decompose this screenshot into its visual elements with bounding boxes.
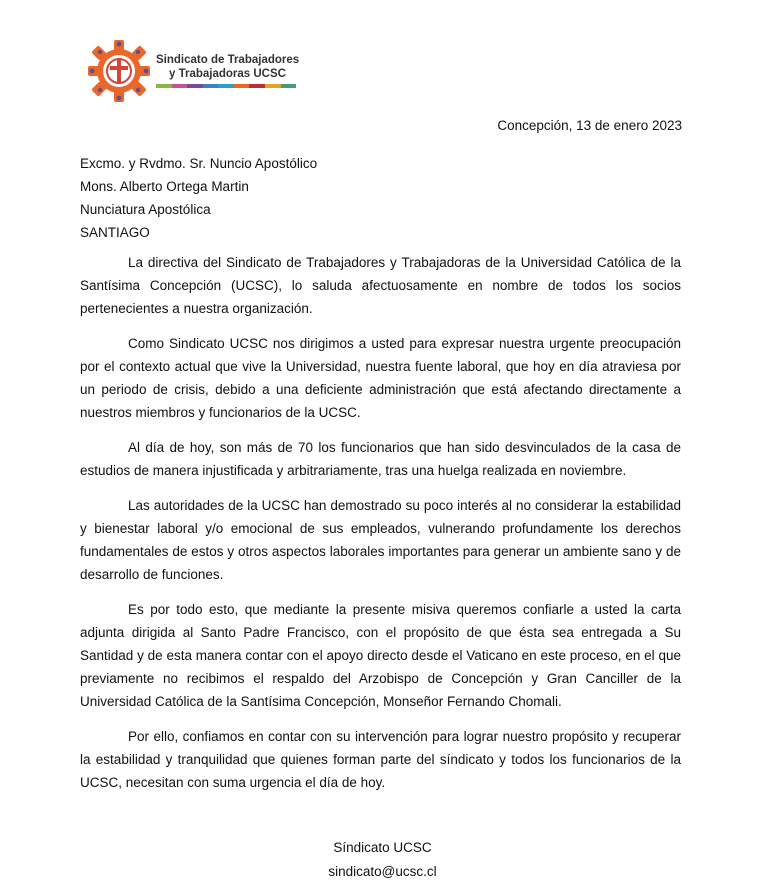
recipient-title: Excmo. y Rvdmo. Sr. Nuncio Apostólico — [80, 156, 318, 171]
signature-name: Síndicato UCSC — [333, 840, 432, 855]
signature-block — [0, 836, 765, 884]
letter-date: Concepción, 13 de enero 2023 — [497, 118, 682, 133]
union-cross-gear-logo-icon — [86, 38, 152, 104]
body-paragraph: Como Sindicato UCSC nos dirigimos a usted para expresar nuestra urgente preocupación por el contexto actual que vive la Universidad, nuestra fuente laboral, que hoy en día atraviesa por un periodo de crisis, debido a una deficiente administración que está afectando directamente a nuestros miembros y funcionarios de la UCSC. — [80, 336, 681, 420]
color-stripe-segment — [172, 84, 188, 88]
body-paragraph: Las autoridades de la UCSC han demostrado su poco interés al no considerar la estabilidad y bienestar laboral y/o emocional de sus empleados, vulnerando profundamente los derechos fundamentales de estos y otros aspectos laborales importantes para generar un ambiente sano y de desarrollo de funciones. — [80, 498, 681, 582]
color-stripe-segment — [249, 84, 265, 88]
recipient-name: Mons. Alberto Ortega Martin — [80, 179, 249, 194]
body-paragraph: La directiva del Sindicato de Trabajadores y Trabajadoras de la Universidad Católica de la Santísima Concepción (UCSC), lo saluda afectuosamente en nombre de todos los socios pertenecientes a nuestra organización. — [80, 255, 681, 316]
body-paragraph: Por ello, confiamos en contar con su intervención para lograr nuestro propósito y recuperar la estabilidad y tranquilidad que quienes forman parte del síndicato y todos los funcionarios de la UCSC, necesitan con suma urgencia el día de hoy. — [80, 729, 681, 790]
color-stripe-segment — [156, 84, 172, 88]
recipient-city: SANTIAGO — [80, 225, 150, 240]
org-name-line2: y Trabajadoras UCSC — [169, 68, 286, 80]
color-stripe-segment — [187, 84, 203, 88]
letter-body — [80, 251, 681, 806]
color-stripe-segment — [234, 84, 250, 88]
body-paragraph: Al día de hoy, son más de 70 los funcionarios que han sido desvinculados de la casa de estudios de manera injustificada y arbitrariamente, tras una huelga realizada en noviembre. — [80, 440, 681, 478]
color-stripe — [156, 84, 296, 88]
color-stripe-segment — [203, 84, 219, 88]
organization-name — [156, 53, 299, 81]
letterhead — [86, 38, 301, 102]
org-name-line1: Sindicato de Trabajadores — [156, 54, 300, 66]
recipient-block — [80, 152, 317, 244]
color-stripe-segment — [281, 84, 297, 88]
recipient-institution: Nunciatura Apostólica — [80, 202, 211, 217]
color-stripe-segment — [265, 84, 281, 88]
color-stripe-segment — [218, 84, 234, 88]
body-paragraph: Es por todo esto, que mediante la presente misiva queremos confiarle a usted la carta adjunta dirigida al Santo Padre Francisco, con el propósito de que ésta sea entregada a Su Santidad y de esta manera contar con el apoyo directo desde el Vaticano en este proceso, en el que previamente no recibimos el respaldo del Arzobispo de Concepción y Gran Canciller de la Universidad Católica de la Santísima Concepción, Monseñor Fernando Chomali. — [80, 602, 681, 709]
signature-email[interactable]: sindicato@ucsc.cl — [328, 864, 437, 879]
